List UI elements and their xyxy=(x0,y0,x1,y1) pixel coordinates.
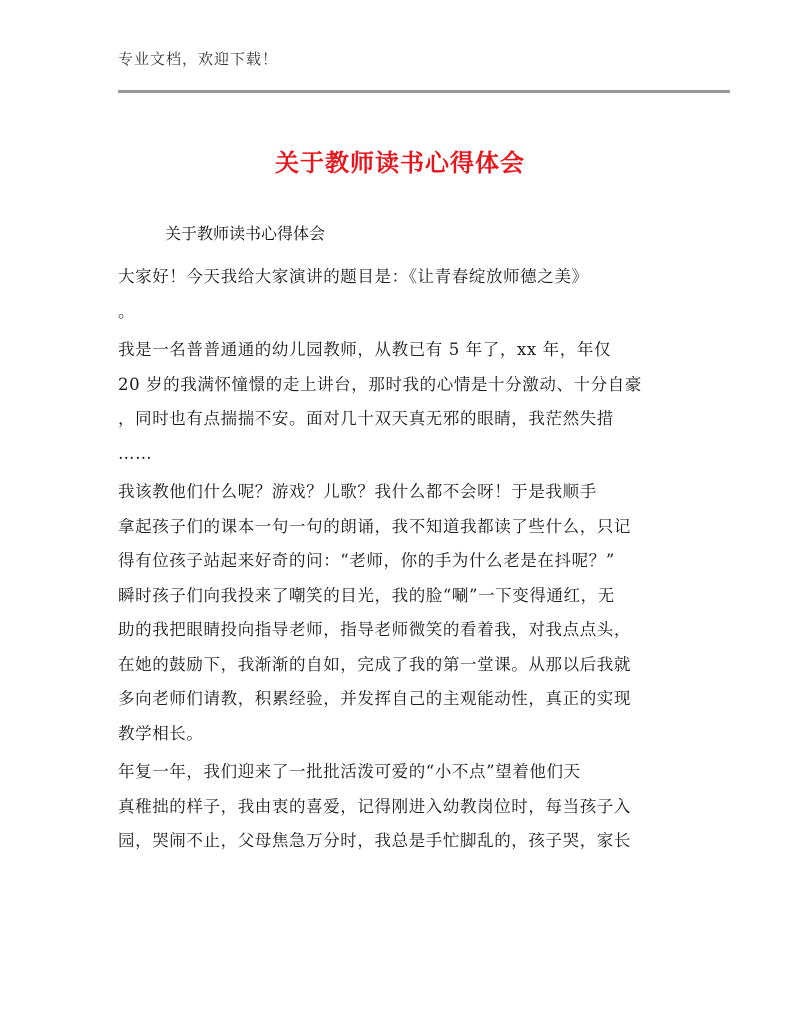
body-line: 。 xyxy=(118,301,136,321)
body-line: 年复一年，我们迎来了一批批活泼可爱的“小不点”望着他们天 xyxy=(118,762,581,781)
body-line: 助的我把眼睛投向指导老师，指导老师微笑的看着我，对我点点头， xyxy=(118,620,631,639)
body-line: 多向老师们请教，积累经验，并发挥自己的主观能动性，真正的实现 xyxy=(118,689,631,708)
document-subtitle: 关于教师读书心得体会 xyxy=(165,224,326,243)
document-body xyxy=(118,260,678,859)
body-line: 教学相长。 xyxy=(118,723,204,743)
body-line: 20 岁的我满怀憧憬的走上讲台，那时我的心情是十分激动、十分自豪 xyxy=(118,374,642,394)
body-line: 大家好！今天我给大家演讲的题目是：《让青春绽放师德之美》 xyxy=(118,267,589,286)
header-note: 专业文档，欢迎下载！ xyxy=(118,50,279,68)
body-line: 拿起孩子们的课本一句一句的朗诵，我不知道我都读了些什么，只记 xyxy=(118,516,631,536)
body-line: 瞬时孩子们向我投来了嘲笑的目光，我的脸“唰”一下变得通红，无 xyxy=(118,585,615,605)
document-title: 关于教师读书心得体会 xyxy=(275,149,525,177)
body-line: 在她的鼓励下，我渐渐的自如，完成了我的第一堂课。从那以后我就 xyxy=(118,654,631,674)
body-line: 园，哭闹不止，父母焦急万分时，我总是手忙脚乱的，孩子哭，家长 xyxy=(118,831,631,850)
body-line: 我是一名普普通通的幼儿园教师，从教已有 5 年了，xx 年，年仅 xyxy=(118,340,612,359)
body-line: 我该教他们什么呢？游戏？儿歌？我什么都不会呀！于是我顺手 xyxy=(118,482,597,501)
body-line: ，同时也有点揣揣不安。面对几十双天真无邪的眼睛，我茫然失措 xyxy=(118,409,614,428)
body-line: 真稚拙的样子，我由衷的喜爱，记得刚进入幼教岗位时，每当孩子入 xyxy=(118,796,631,816)
header-divider xyxy=(118,90,730,93)
body-line: 得有位孩子站起来好奇的问：“老师，你的手为什么老是在抖呢？” xyxy=(118,551,615,570)
body-line: …… xyxy=(118,443,153,463)
